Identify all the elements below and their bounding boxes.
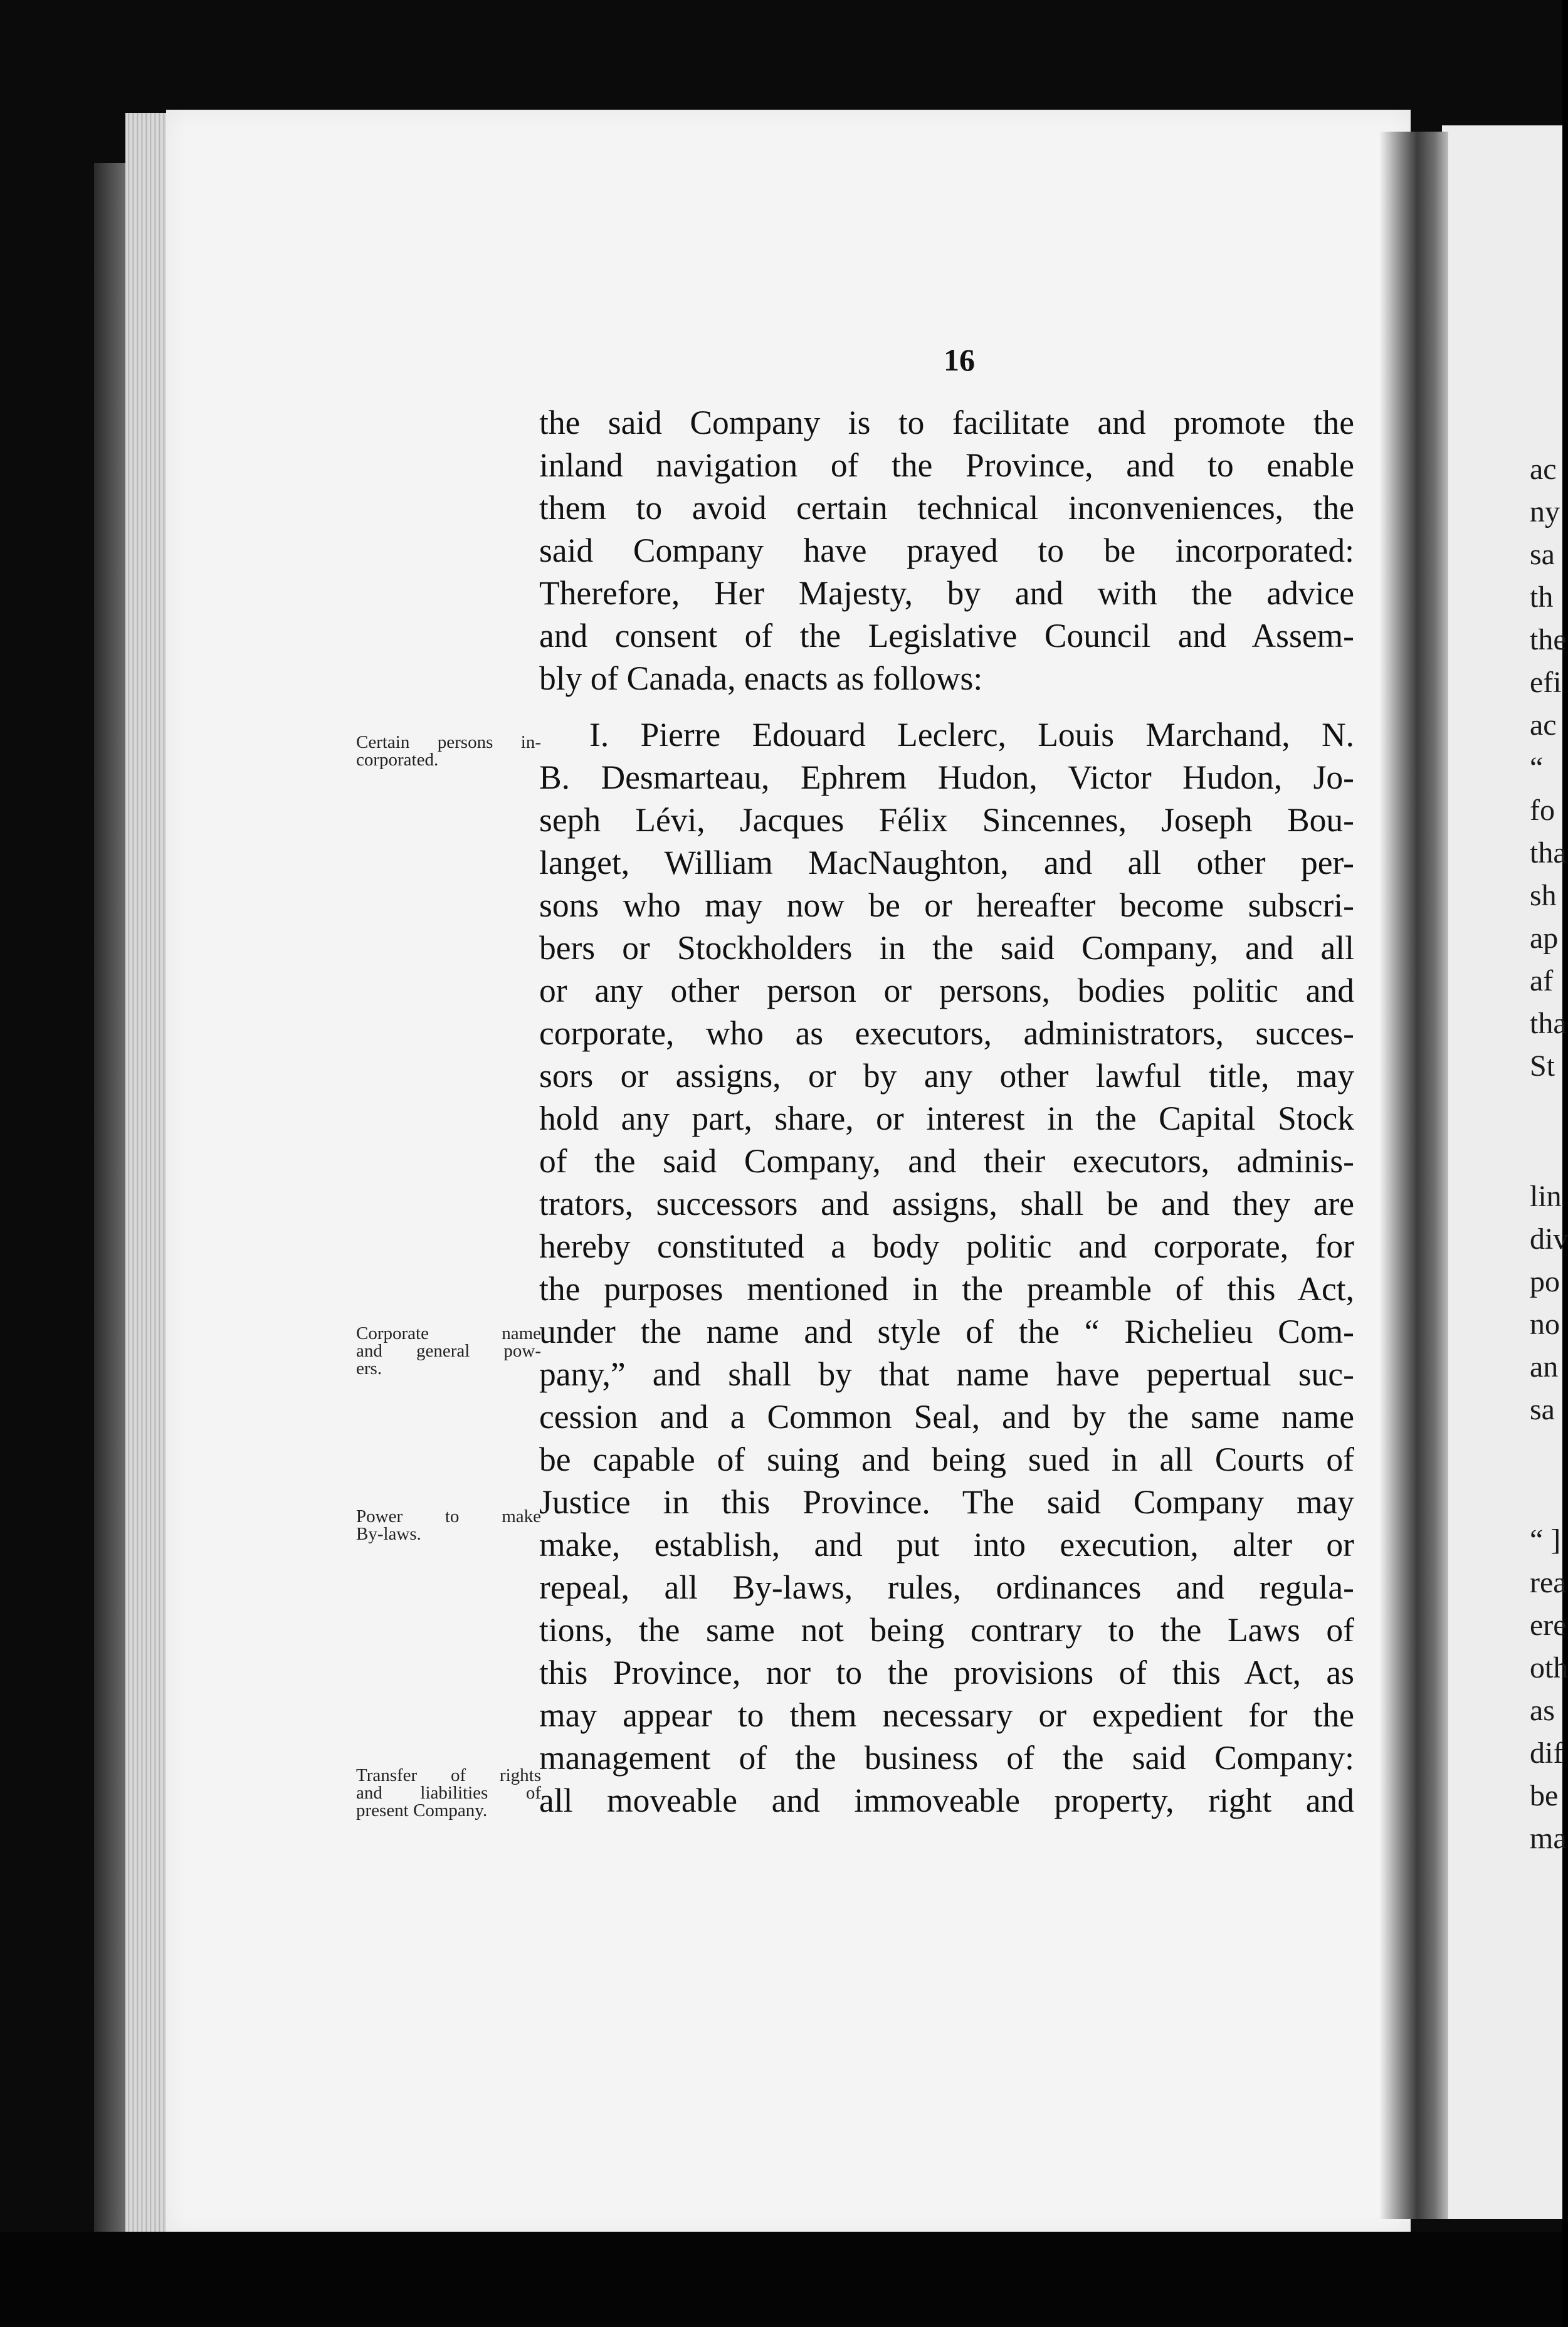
facing-page-text	[1530, 448, 1568, 1860]
margin-note-line: and general pow-	[356, 1341, 541, 1361]
body-line: bly of Canada, enacts as follows:	[539, 659, 983, 697]
facing-line: an	[1530, 1350, 1559, 1384]
body-line: make, establish, and put into execution, alter or	[539, 1526, 1354, 1563]
margin-note-incorporated	[356, 733, 541, 769]
background-bottom	[0, 2232, 1562, 2327]
body-line: this Province, nor to the provisions of this Act, as	[539, 1654, 1354, 1691]
body-line: inland navigation of the Province, and to enable	[539, 446, 1354, 484]
book-gutter	[1379, 132, 1448, 2219]
body-line: langet, William MacNaughton, and all other per-	[539, 844, 1354, 881]
body-line: repeal, all By-laws, rules, ordinances and regula-	[539, 1568, 1354, 1606]
margin-note-line: present Company.	[356, 1800, 488, 1820]
paragraph-gap	[539, 700, 1354, 713]
body-line: or any other person or persons, bodies politic and	[539, 972, 1354, 1009]
facing-line: sa	[1530, 1393, 1555, 1426]
margin-note-corporate-name	[356, 1325, 541, 1377]
facing-line: ma	[1530, 1822, 1567, 1855]
body-line: seph Lévi, Jacques Félix Sincennes, Joseph Bou-	[539, 801, 1354, 839]
facing-line: tha	[1530, 1007, 1567, 1040]
body-line: under the name and style of the “ Richelieu Com-	[539, 1313, 1354, 1350]
facing-line: ac	[1530, 708, 1557, 742]
margin-note-line: Power to make	[356, 1506, 541, 1526]
margin-note-line: Certain persons in-	[356, 732, 541, 752]
facing-line: sh	[1530, 879, 1557, 912]
facing-line: af	[1530, 964, 1554, 997]
body-text	[539, 401, 1354, 1822]
body-line: may appear to them necessary or expedient for the	[539, 1696, 1354, 1734]
margin-note-line: corporated.	[356, 750, 439, 770]
facing-line: ny	[1530, 495, 1560, 528]
facing-line: fo	[1530, 794, 1555, 827]
facing-line: ap	[1530, 922, 1559, 955]
margin-note-bylaws	[356, 1508, 541, 1543]
margin-note-line: By-laws.	[356, 1524, 421, 1544]
facing-line: div	[1530, 1222, 1568, 1256]
margin-note-transfer	[356, 1767, 541, 1819]
facing-line: no	[1530, 1308, 1560, 1341]
facing-line: lin	[1530, 1180, 1562, 1213]
margin-note-line: and liabilities of	[356, 1783, 541, 1803]
facing-line: ac	[1530, 453, 1557, 486]
margin-note-line: Transfer of rights	[356, 1765, 541, 1785]
body-line: management of the business of the said Company:	[539, 1739, 1354, 1777]
body-line: be capable of suing and being sued in all Courts of	[539, 1441, 1354, 1478]
page-number: 16	[944, 342, 975, 377]
facing-line: “	[1530, 751, 1544, 784]
body-line: said Company have prayed to be incorporated:	[539, 532, 1354, 569]
facing-line: St	[1530, 1049, 1555, 1083]
body-line: sors or assigns, or by any other lawful title, may	[539, 1057, 1354, 1095]
body-line: Justice in this Province. The said Company may	[539, 1483, 1354, 1521]
facing-line: tha	[1530, 836, 1567, 869]
page-stack-edge	[125, 113, 169, 2232]
body-line: Therefore, Her Majesty, by and with the advice	[539, 574, 1354, 612]
facing-line: sa	[1530, 538, 1555, 571]
facing-line: th	[1530, 580, 1554, 614]
facing-gap	[1530, 1431, 1562, 1519]
body-line: them to avoid certain technical inconveniences, the	[539, 489, 1354, 527]
body-line: corporate, who as executors, administrators, succes-	[539, 1014, 1354, 1052]
body-line: and consent of the Legislative Council and Assem-	[539, 617, 1354, 654]
facing-line: as	[1530, 1694, 1555, 1727]
facing-line: po	[1530, 1265, 1560, 1298]
body-line: pany,” and shall by that name have pepertual suc-	[539, 1355, 1354, 1393]
facing-gap	[1530, 1088, 1562, 1175]
facing-line: ere	[1530, 1609, 1567, 1642]
body-line: of the said Company, and their executors, adminis-	[539, 1142, 1354, 1180]
body-line: bers or Stockholders in the said Company, and all	[539, 929, 1354, 967]
facing-line: be	[1530, 1779, 1559, 1812]
margin-note-line: ers.	[356, 1358, 382, 1379]
facing-line: oth	[1530, 1651, 1568, 1684]
facing-line: “ ]	[1530, 1523, 1561, 1557]
facing-line: the	[1530, 623, 1567, 656]
body-line: trators, successors and assigns, shall be and they are	[539, 1185, 1354, 1222]
body-line: I. Pierre Edouard Leclerc, Louis Marchand, N.	[589, 716, 1354, 754]
body-line: the said Company is to facilitate and promote the	[539, 404, 1354, 441]
body-line: tions, the same not being contrary to the Laws of	[539, 1611, 1354, 1649]
margin-note-line: Corporate name	[356, 1323, 541, 1343]
body-line: all moveable and immoveable property, right and	[539, 1782, 1354, 1819]
body-line: hereby constituted a body politic and corporate, for	[539, 1227, 1354, 1265]
body-line: cession and a Common Seal, and by the same name	[539, 1398, 1354, 1436]
body-line: the purposes mentioned in the preamble of this Act,	[539, 1270, 1354, 1308]
facing-line: dif	[1530, 1736, 1564, 1770]
facing-line: rea	[1530, 1566, 1567, 1599]
facing-line: efi	[1530, 666, 1562, 699]
body-line: hold any part, share, or interest in the Capital Stock	[539, 1100, 1354, 1137]
body-line: B. Desmarteau, Ephrem Hudon, Victor Hudon, Jo-	[539, 759, 1354, 796]
body-line: sons who may now be or hereafter become subscri-	[539, 886, 1354, 924]
